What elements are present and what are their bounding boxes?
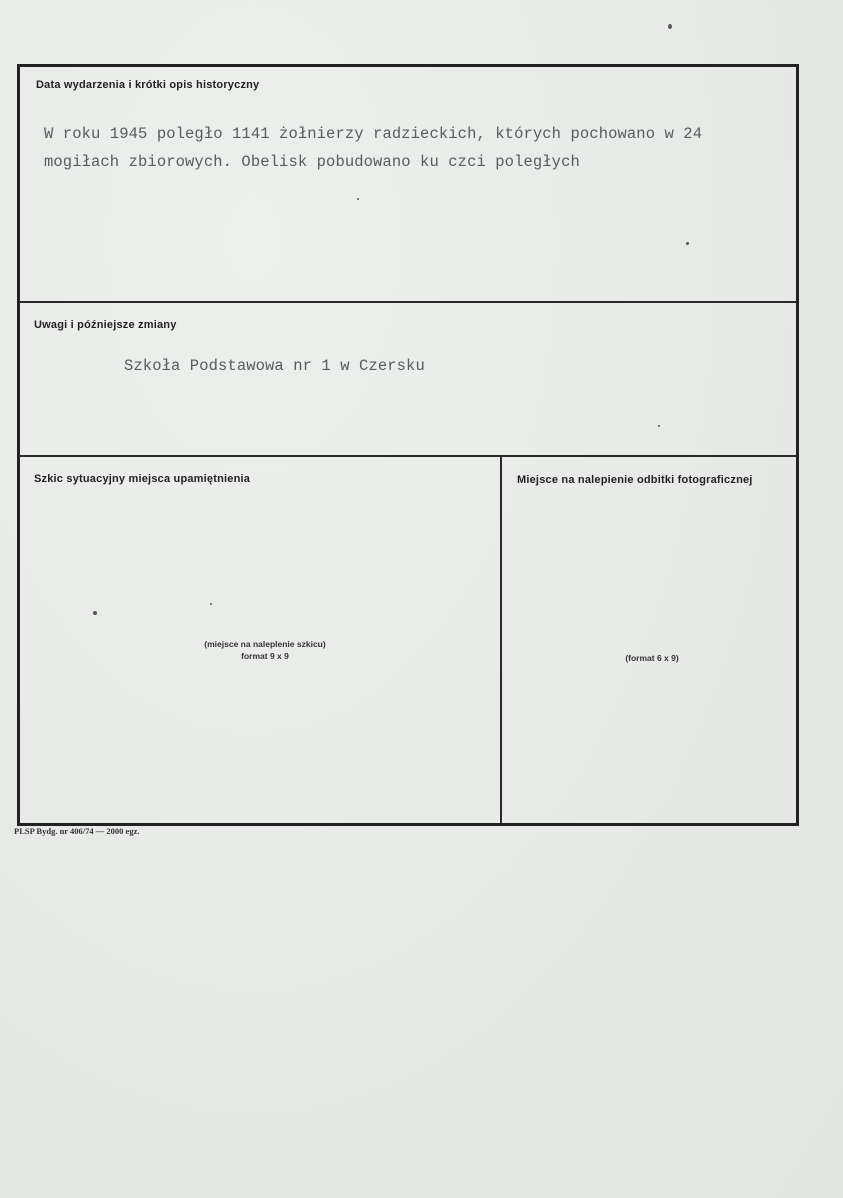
sketch-placeholder-line-2: format 9 x 9 — [241, 651, 289, 661]
record-form — [17, 64, 799, 826]
notes-section — [20, 303, 796, 457]
notes-text: Szkoła Podstawowa nr 1 w Czersku — [124, 357, 425, 375]
paper-speck — [357, 198, 359, 200]
notes-label: Uwagi i późniejsze zmiany — [34, 319, 177, 331]
history-section — [20, 67, 796, 303]
sketch-placeholder-line-1: (miejsce na naleplenie szkicu) — [204, 639, 326, 649]
paper-speck — [686, 242, 689, 245]
sketch-label: Szkic sytuacyjny miejsca upamiętnienia — [34, 473, 251, 485]
photo-label: Miejsce na nalepienie odbitki fotograficznej — [517, 474, 753, 486]
paper-speck — [210, 603, 212, 605]
paper-speck — [658, 425, 660, 427]
photo-box — [502, 457, 796, 823]
history-text-line-2: mogiłach zbiorowych. Obelisk pobudowano ku czci poległych — [44, 153, 580, 171]
history-text-line-1: W roku 1945 poległo 1141 żołnierzy radzieckich, których pochowano w 24 — [44, 125, 703, 143]
paper-speck — [93, 611, 97, 615]
history-label: Data wydarzenia i krótki opis historyczny — [36, 79, 260, 91]
lower-divider — [500, 457, 502, 823]
photo-placeholder: (format 6 x 9) — [625, 653, 679, 663]
sketch-box — [20, 457, 500, 823]
printer-footer: PLSP Bydg. nr 406/74 — 2000 egz. — [14, 826, 140, 836]
lower-section — [20, 457, 796, 823]
paper-speck — [668, 24, 672, 29]
